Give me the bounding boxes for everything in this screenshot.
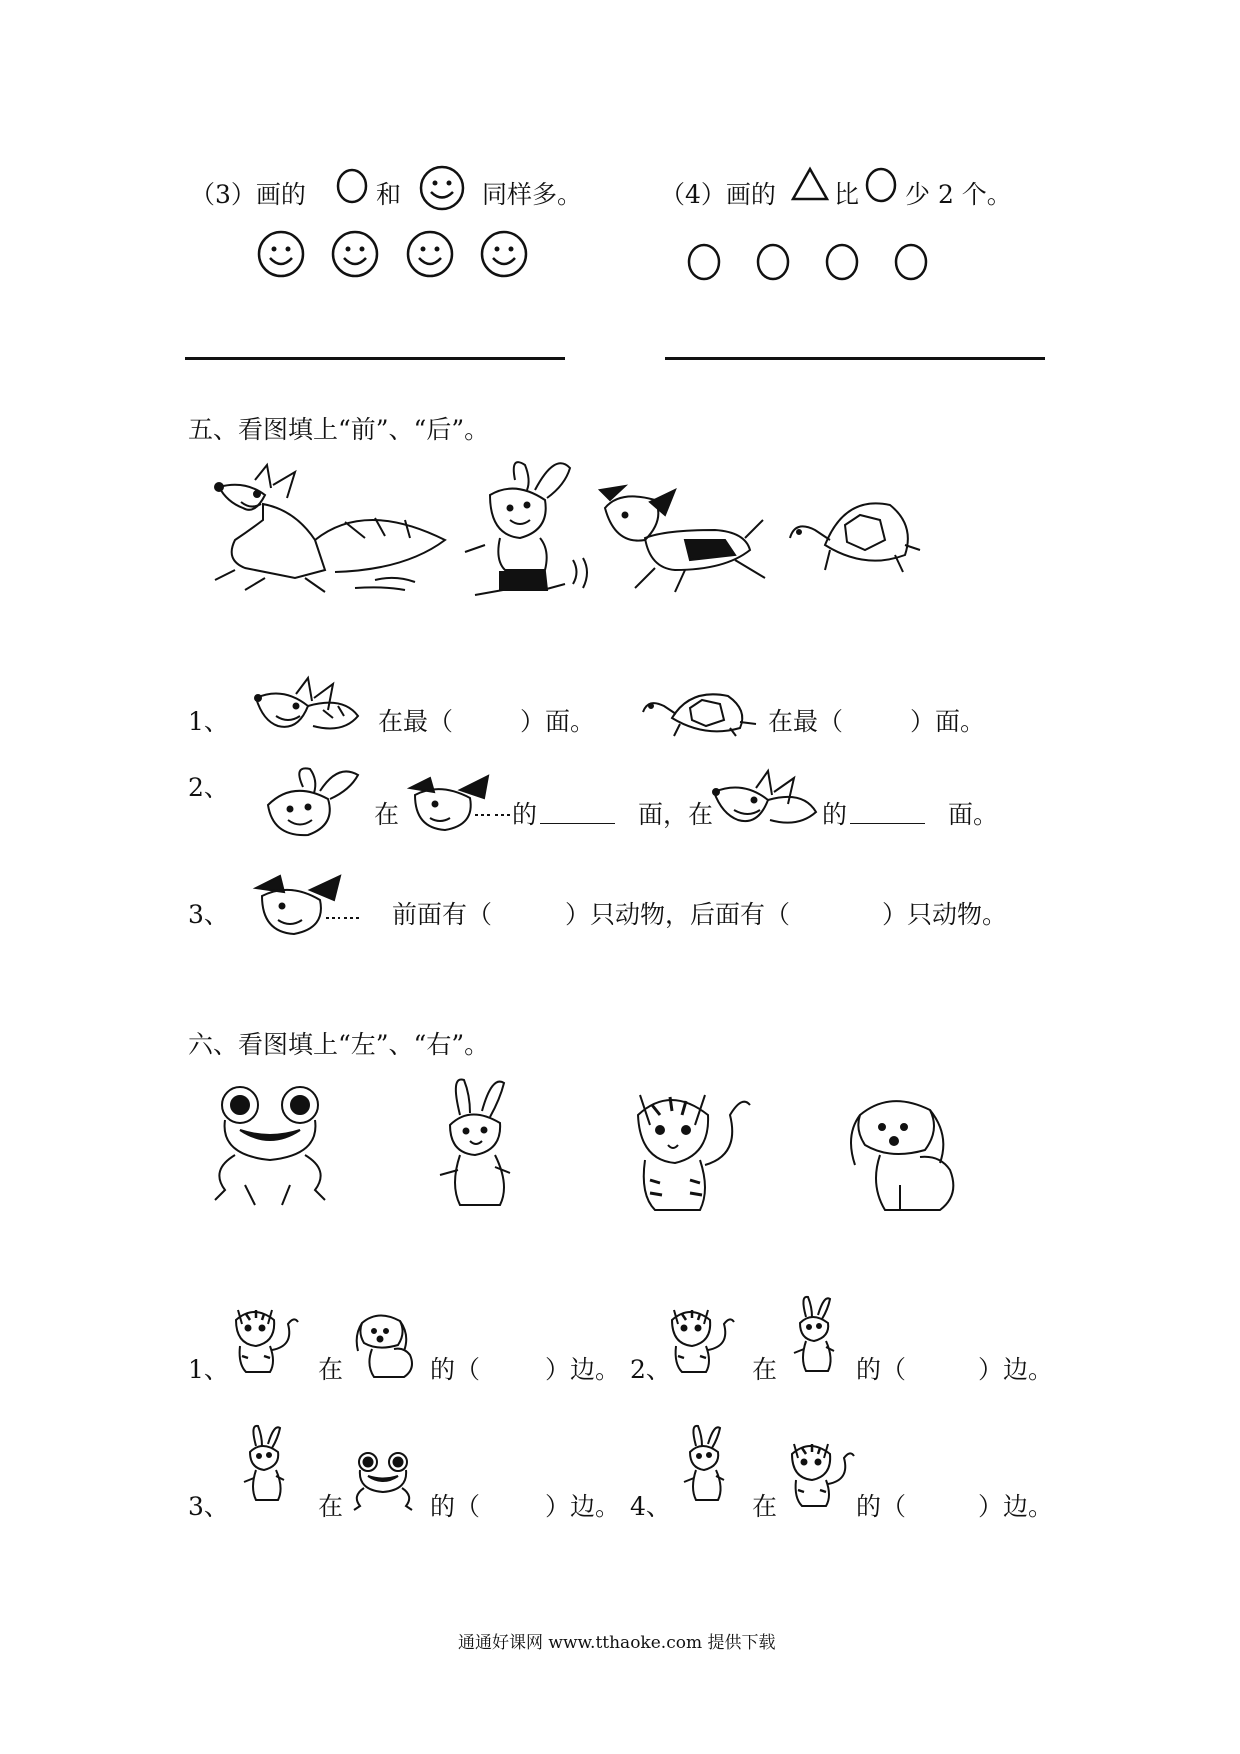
s5-q3-b: ）只动物，后面有（ xyxy=(565,900,791,929)
q3-mid: 和 xyxy=(376,180,402,209)
s6-q2-c: ）边。 xyxy=(978,1355,1054,1384)
smiley-icon xyxy=(418,164,466,212)
q4-prefix: （4）画的 xyxy=(660,180,776,209)
s5-q2-b: 的 xyxy=(512,800,538,829)
s6-q1-num: 1、 xyxy=(188,1355,229,1384)
s6-q3-num: 3、 xyxy=(188,1492,229,1521)
q4-suffix: 少 2 个。 xyxy=(905,180,1012,209)
smiley-icon xyxy=(259,232,303,276)
dog-icon xyxy=(352,1305,422,1380)
frog-icon xyxy=(352,1448,418,1512)
s5-q1-c: 在最（ xyxy=(768,707,844,736)
circle-icon xyxy=(896,245,926,279)
s6-q3-c: ）边。 xyxy=(545,1492,621,1521)
s6-q4-a: 在 xyxy=(752,1492,778,1521)
triangle-icon xyxy=(790,166,830,202)
s5-q3-c: ）只动物。 xyxy=(882,900,1008,929)
smiley-icon xyxy=(482,232,526,276)
s5-q2-c: 面，在 xyxy=(638,800,714,829)
smiley-icon xyxy=(408,232,452,276)
dog-icon xyxy=(248,870,366,940)
animal-parade-illustration xyxy=(205,460,1025,610)
q3-prefix: （3）画的 xyxy=(190,180,306,209)
circle-icon xyxy=(689,245,719,279)
s5-q1-b: ）面。 xyxy=(520,707,596,736)
footer-text: 通通好课网 www.tthaoke.com 提供下载 xyxy=(458,1633,776,1653)
turtle-icon xyxy=(790,503,920,572)
s5-q1-num: 1、 xyxy=(188,707,229,736)
s5-q2-e: 面。 xyxy=(948,800,999,829)
dog-icon xyxy=(400,770,512,834)
smiley-icon xyxy=(333,232,377,276)
fox-icon xyxy=(248,676,363,736)
circle-icon xyxy=(758,245,788,279)
frog-icon xyxy=(215,1087,325,1205)
animal-row-illustration xyxy=(210,1075,1030,1225)
cat-icon xyxy=(788,1436,858,1511)
answer-line-q4[interactable] xyxy=(665,357,1045,360)
s5-q3-a: 前面有（ xyxy=(392,900,493,929)
rabbit-icon xyxy=(440,1079,510,1205)
q3-suffix: 同样多。 xyxy=(482,180,583,209)
s5-q1-d: ）面。 xyxy=(910,707,986,736)
s5-q3-num: 3、 xyxy=(188,900,229,929)
s6-q2-b: 的（ xyxy=(856,1355,907,1384)
rabbit-icon xyxy=(790,1295,840,1375)
s6-q4-c: ）边。 xyxy=(978,1492,1054,1521)
cat-icon xyxy=(668,1302,738,1377)
circle-icon xyxy=(335,168,369,204)
circle-icon xyxy=(827,245,857,279)
turtle-icon xyxy=(640,688,760,738)
s6-q4-num: 4、 xyxy=(630,1492,671,1521)
s5-q2-d: 的 xyxy=(822,800,848,829)
s5-q2-blank1[interactable]: ______ xyxy=(540,795,615,824)
cat-icon xyxy=(232,1302,302,1377)
s6-q3-a: 在 xyxy=(318,1492,344,1521)
fox-icon xyxy=(215,465,445,592)
s6-q2-num: 2、 xyxy=(630,1355,671,1384)
circle-row xyxy=(685,242,935,282)
section5-title: 五、看图填上“前”、“后”。 xyxy=(188,415,490,444)
section6-title: 六、看图填上“左”、“右”。 xyxy=(188,1030,490,1059)
s6-q3-b: 的（ xyxy=(430,1492,481,1521)
dog-icon xyxy=(600,486,765,592)
s6-q1-c: ）边。 xyxy=(545,1355,621,1384)
cat-icon xyxy=(638,1095,750,1210)
s5-q2-blank2[interactable]: ______ xyxy=(850,795,925,824)
rabbit-icon xyxy=(465,462,587,595)
s6-q1-b: 的（ xyxy=(430,1355,481,1384)
fox-icon xyxy=(708,768,820,834)
q4-mid: 比 xyxy=(834,180,860,209)
s5-q2-a: 在 xyxy=(374,800,400,829)
s5-q2-num: 2、 xyxy=(188,773,229,802)
circle-icon xyxy=(864,167,898,203)
rabbit-icon xyxy=(258,765,368,840)
s6-q1-a: 在 xyxy=(318,1355,344,1384)
s6-q4-b: 的（ xyxy=(856,1492,907,1521)
s5-q1-a: 在最（ xyxy=(378,707,454,736)
rabbit-icon xyxy=(680,1424,730,1504)
dog-icon xyxy=(851,1101,953,1210)
rabbit-icon xyxy=(240,1424,290,1504)
smiley-row xyxy=(255,228,555,280)
answer-line-q3[interactable] xyxy=(185,357,565,360)
s6-q2-a: 在 xyxy=(752,1355,778,1384)
